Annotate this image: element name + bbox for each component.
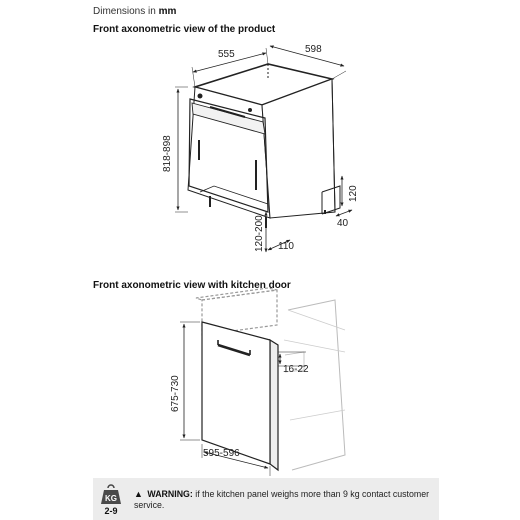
dim-foot-depth: 110 <box>278 241 294 252</box>
dim-plinth-height: 120 <box>348 185 359 202</box>
weight-range: 2-9 <box>104 506 118 516</box>
dishwasher-drawing <box>188 64 340 228</box>
dim-door-width: 595-596 <box>203 448 240 459</box>
dim-gap: 16-22 <box>283 364 309 375</box>
dim-width: 598 <box>305 44 322 55</box>
dimensions-unit: mm <box>158 6 177 17</box>
weight-icon <box>100 484 122 504</box>
dim-foot-height: 120-200 <box>254 215 265 252</box>
dim-depth: 555 <box>218 49 235 60</box>
weight-icon-label: KG <box>105 494 117 503</box>
warning-text: if the kitchen panel weighs more than 9 kg contact customer service. <box>134 489 430 510</box>
dim-plinth-depth: 40 <box>337 218 349 229</box>
dimensions-prefix: Dimensions in <box>93 6 156 17</box>
top-view-title: Front axonometric view of the product <box>93 24 276 35</box>
dim-height: 818-898 <box>162 135 173 172</box>
warning-triangle-icon: ▲ <box>134 489 143 499</box>
dim-door-height: 675-730 <box>170 375 181 412</box>
warning-message <box>134 489 434 511</box>
bottom-view-title: Front axonometric view with kitchen door <box>93 280 291 291</box>
warning-label: WARNING: <box>147 489 193 499</box>
